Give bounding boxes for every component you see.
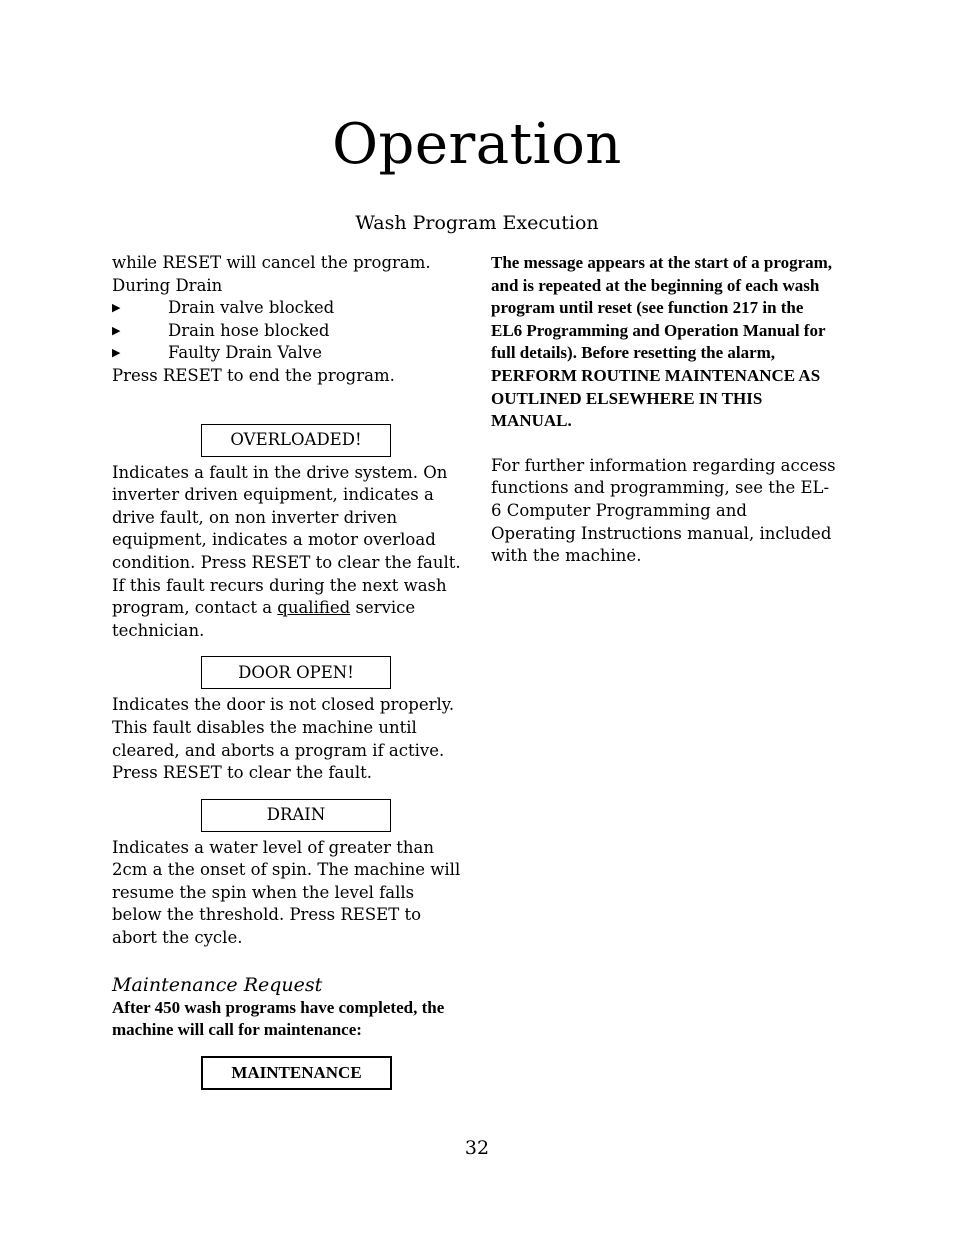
- triangle-bullet-icon: ▶: [112, 301, 121, 315]
- maintenance-message-box: MAINTENANCE: [201, 1056, 392, 1090]
- maintenance-alarm-note: The message appears at the start of a program, and is repeated at the beginning of each wash program until reset (see function 217 in the EL6 Programming and Operation Manual for full details). Before resetting the alarm, PERFORM ROUTINE MAINTENANCE AS OUTLINED ELSEWHERE IN THIS MANUAL.: [491, 253, 833, 431]
- door-open-description: Indicates the door is not closed properly. This fault disables the machine until cleared, and aborts a program if active. Press RESET to clear the fault.: [112, 695, 455, 783]
- overloaded-message-box: OVERLOADED!: [201, 424, 391, 457]
- bullet-text: Drain valve blocked: [168, 298, 335, 318]
- bullet-item: [112, 342, 467, 365]
- overloaded-description: Indicates a fault in the drive system. On inverter driven equipment, indicates a drive fault, on non inverter driven equipment, indicates a motor overload condition. Press RESET to clear the fault. If this fault recurs during the next wash program, contact a qualified service technician.: [112, 462, 461, 640]
- drain-message-box: DRAIN: [201, 799, 391, 832]
- intro-end: Press RESET to end the program.: [112, 365, 395, 385]
- further-info-note: For further information regarding access functions and programming, see the EL-6 Computer Programming and Operating Instructions manual, included with the machine.: [491, 455, 836, 566]
- maintenance-description: After 450 wash programs have completed, the machine will call for maintenance:: [112, 997, 445, 1040]
- maintenance-heading: Maintenance Request: [112, 973, 323, 996]
- bullet-text: Faulty Drain Valve: [168, 343, 322, 363]
- bullet-item: [112, 320, 467, 343]
- intro-line: while RESET will cancel the program.: [112, 253, 431, 272]
- bullet-text: Drain hose blocked: [168, 320, 330, 340]
- page-number: 32: [464, 1137, 490, 1159]
- triangle-bullet-icon: ▶: [112, 346, 121, 360]
- left-column: [112, 252, 467, 1090]
- section-subtitle: Wash Program Execution: [355, 212, 599, 234]
- intro-line: During Drain: [112, 275, 223, 295]
- drain-description: Indicates a water level of greater than 2cm a the onset of spin. The machine will resume the spin when the level falls below the threshold. Press RESET to abort the cycle.: [112, 837, 461, 948]
- page-title: Operation: [332, 112, 622, 177]
- door-open-message-box: DOOR OPEN!: [201, 656, 391, 689]
- bullet-item: [112, 297, 467, 320]
- triangle-bullet-icon: ▶: [112, 323, 121, 337]
- right-column: [491, 252, 836, 568]
